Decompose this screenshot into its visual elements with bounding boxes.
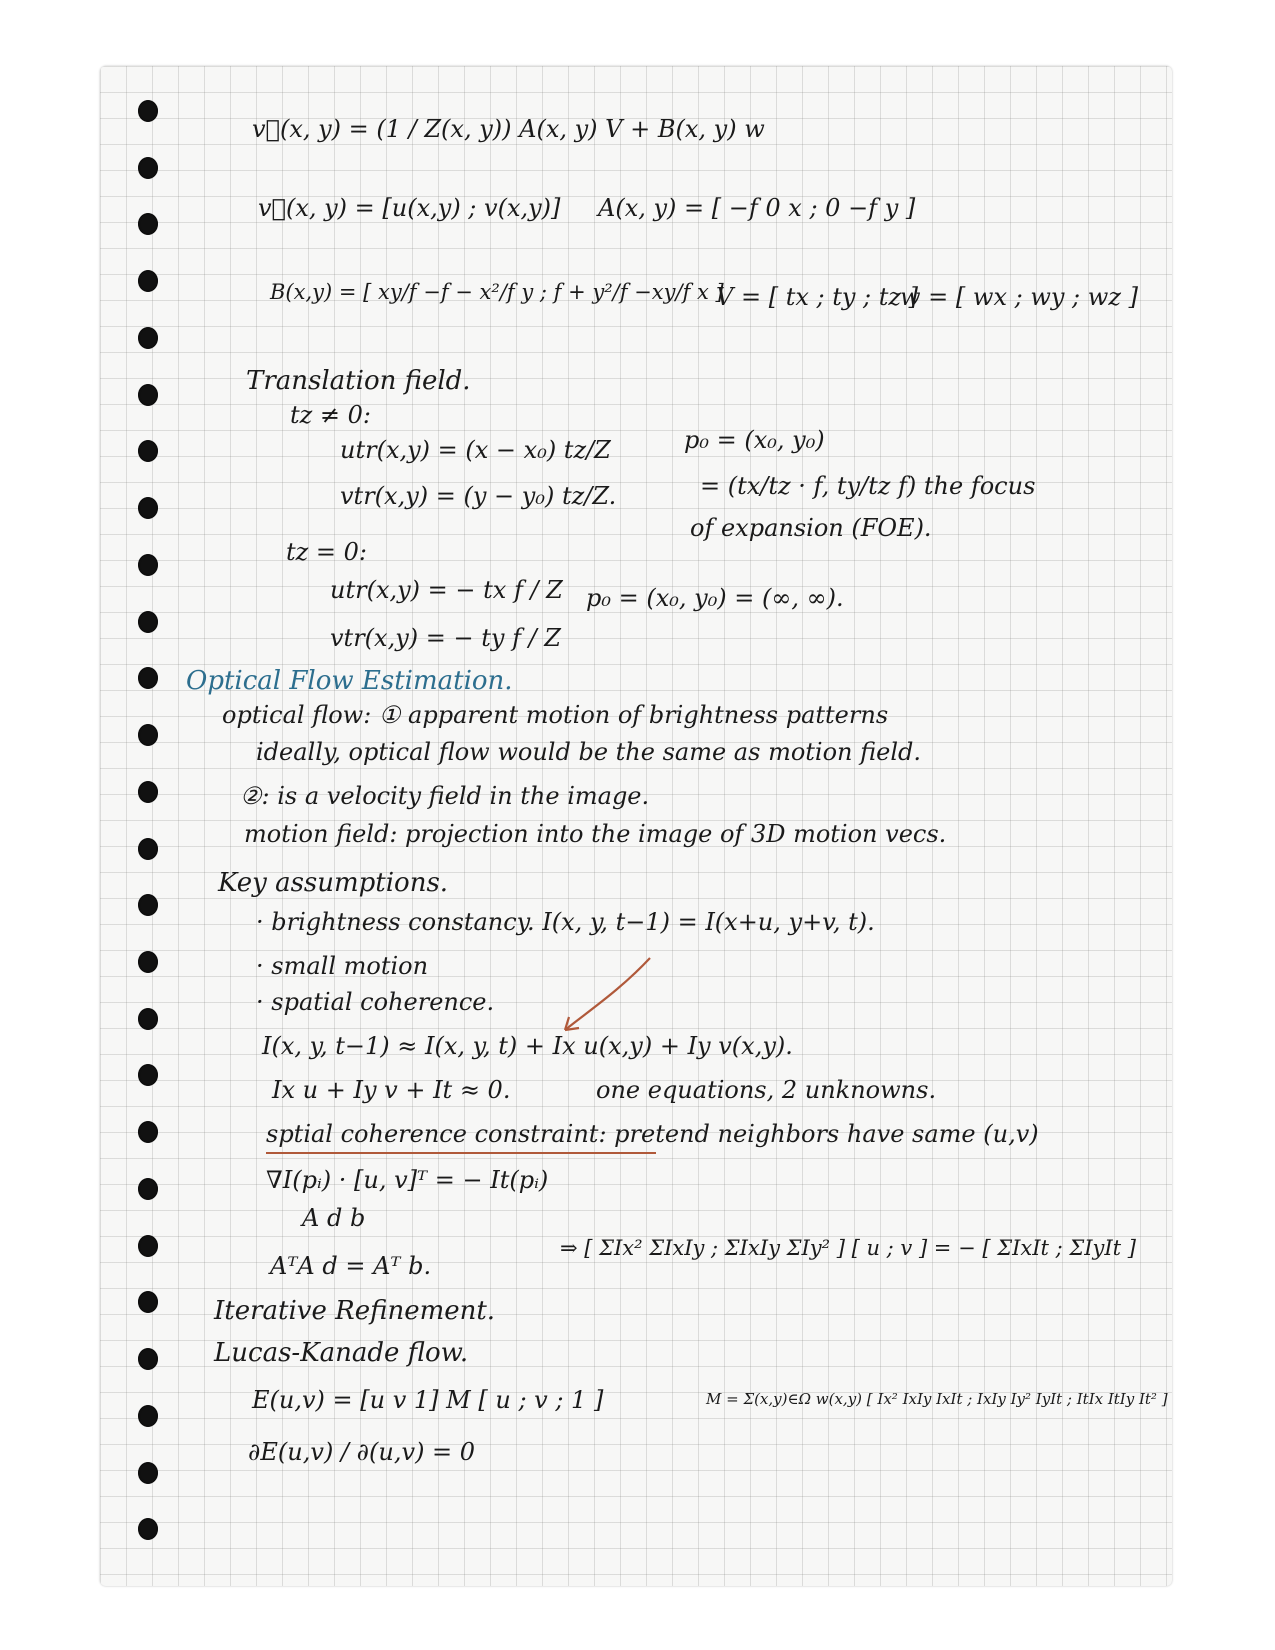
matrix-b-definition: B(x,y) = [ xy/f −f − x²/f y ; f + y²/f −xy/f x ]: [270, 280, 724, 304]
optical-flow-definition: optical flow: ① apparent motion of brightness patterns: [222, 701, 889, 729]
velocity-vector-definition: v⃗(x, y) = [u(x,y) ; v(x,y)]: [258, 194, 561, 222]
motion-field-definition: motion field: projection into the image of 3D motion vecs.: [244, 820, 947, 848]
velocity-equation: v⃗(x, y) = (1 / Z(x, y)) A(x, y) V + B(x, y) w: [252, 115, 765, 143]
velocity-field-note: ②: is a velocity field in the image.: [240, 782, 650, 810]
rotation-vector-w: w = [ wx ; wy ; wz ]: [900, 283, 1138, 311]
case-tz-nonzero: tz ≠ 0:: [290, 401, 372, 429]
utr-zero-equation: utr(x,y) = − tx f / Z: [330, 576, 563, 604]
heading-lucas-kanade: Lucas-Kanade flow.: [214, 1338, 469, 1368]
assumption-spatial-coherence: · spatial coherence.: [256, 988, 495, 1016]
unknowns-note: one equations, 2 unknowns.: [596, 1076, 937, 1104]
heading-translation-field: Translation field.: [246, 366, 471, 396]
utr-nonzero-equation: utr(x,y) = (x − x₀) tz/Z: [340, 436, 611, 464]
vtr-zero-equation: vtr(x,y) = − ty f / Z: [330, 624, 561, 652]
heading-iterative-refinement: Iterative Refinement.: [214, 1296, 496, 1326]
foe-definition: = (tx/tz · f, ty/tz f) the focus: [700, 472, 1036, 500]
structure-tensor-system: ⇒ [ ΣIx² ΣIxIy ; ΣIxIy ΣIy² ] [ u ; v ] = − [ ΣIxIt ; ΣIyIt ]: [560, 1236, 1136, 1260]
assumption-small-motion: · small motion: [256, 952, 429, 980]
matrix-m-definition: M = Σ(x,y)∈Ω w(x,y) [ Ix² IxIy IxIt ; IxIy Iy² IyIt ; ItIx ItIy It² ]: [706, 1390, 1168, 1408]
matrix-labels: A d b: [302, 1204, 366, 1232]
heading-key-assumptions: Key assumptions.: [218, 868, 449, 898]
taylor-expansion: I(x, y, t−1) ≈ I(x, y, t) + Ix u(x,y) + Iy v(x,y).: [262, 1032, 793, 1060]
translation-vector-v: V = [ tx ; ty ; tz ]: [716, 283, 919, 311]
p0-definition: p₀ = (x₀, y₀): [684, 426, 825, 454]
gradient-equation: ∇I(pᵢ) · [u, v]ᵀ = − It(pᵢ): [266, 1166, 549, 1194]
spatial-coherence-constraint: sptial coherence constraint: pretend neighbors have same (u,v): [266, 1120, 1039, 1148]
optical-flow-ideal-note: ideally, optical flow would be the same as motion field.: [256, 738, 922, 766]
case-tz-zero: tz = 0:: [286, 538, 368, 566]
normal-equation: AᵀA d = Aᵀ b.: [270, 1252, 432, 1280]
heading-optical-flow-estimation: Optical Flow Estimation.: [186, 666, 513, 696]
foe-label: of expansion (FOE).: [690, 514, 932, 542]
p0-infinity: p₀ = (x₀, y₀) = (∞, ∞).: [586, 584, 844, 612]
energy-function: E(u,v) = [u v 1] M [ u ; v ; 1 ]: [252, 1386, 604, 1414]
matrix-a-definition: A(x, y) = [ −f 0 x ; 0 −f y ]: [598, 194, 916, 222]
assumption-brightness-constancy: · brightness constancy. I(x, y, t−1) = I(x+u, y+v, t).: [256, 908, 875, 936]
energy-derivative: ∂E(u,v) / ∂(u,v) = 0: [248, 1438, 476, 1466]
brightness-constraint-equation: Ix u + Iy v + It ≈ 0.: [272, 1076, 511, 1104]
vtr-nonzero-equation: vtr(x,y) = (y − y₀) tz/Z.: [340, 482, 617, 510]
